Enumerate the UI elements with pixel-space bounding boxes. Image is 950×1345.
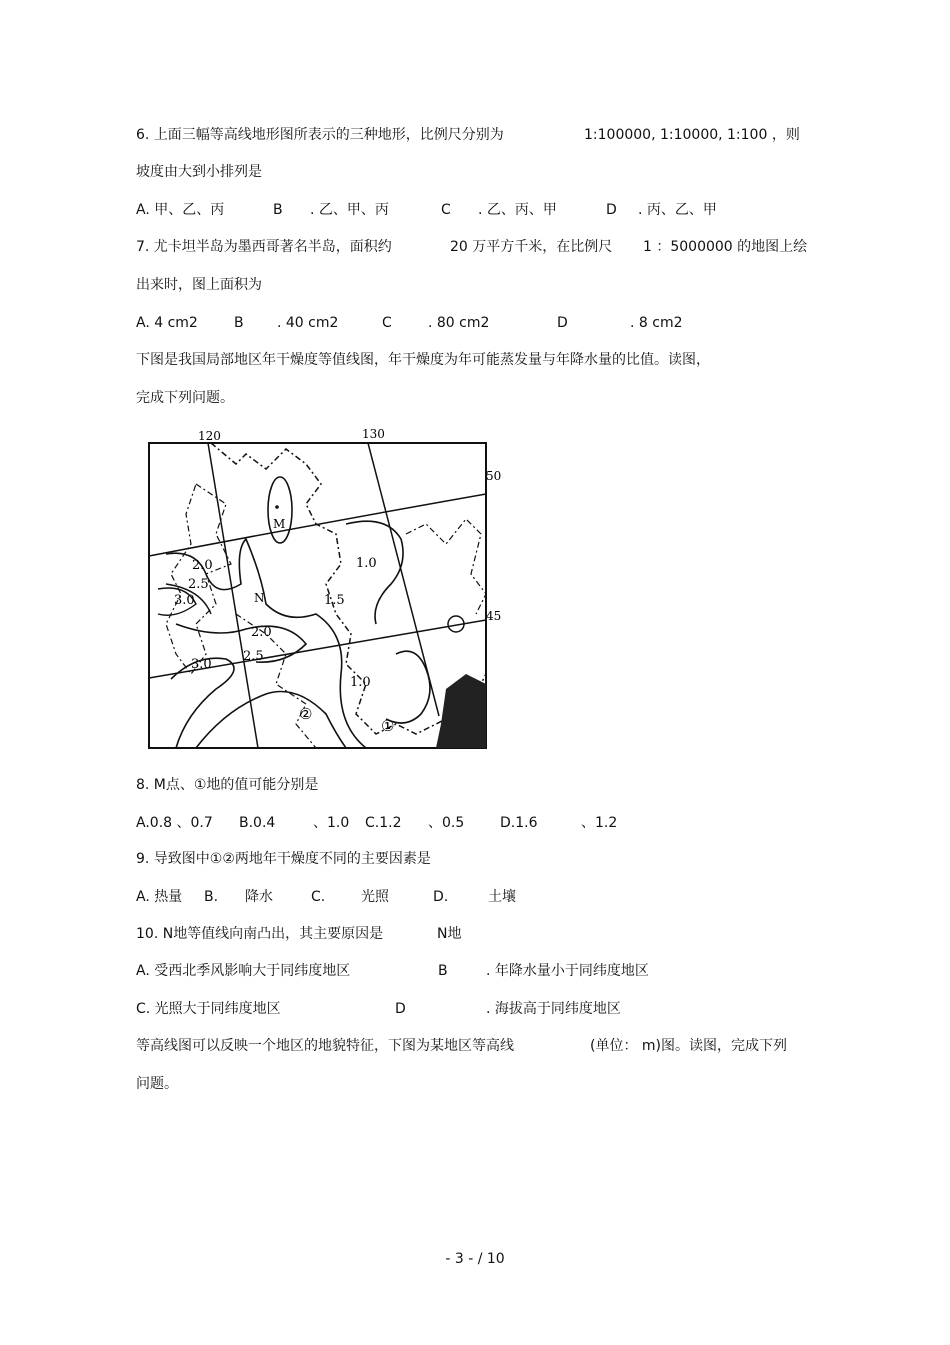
q7-option-b-text: . 40 cm2 [277, 315, 339, 331]
q6-option-c-text: . 乙、丙、甲 [478, 202, 557, 218]
q7-option-c-text: . 80 cm2 [428, 315, 490, 331]
q8-option-d-value: 、1.2 [581, 815, 618, 831]
isoline-label: 2.5 [188, 577, 209, 592]
contour-intro-line1: 等高线图可以反映一个地区的地貌特征，下图为某地区等高线 [136, 1038, 514, 1054]
point-m-label: M [273, 517, 286, 531]
q7-option-d-text: . 8 cm2 [630, 315, 683, 331]
lat-label-45: 45 [486, 609, 502, 623]
q6-option-c-letter: C [441, 202, 451, 218]
q6-scales: 1:100000, 1:10000, 1:100 ，则 [584, 127, 800, 143]
q8-option-b: B.0.4 [239, 815, 276, 831]
q10-stem-n: N地 [437, 926, 462, 942]
q7-option-a: A. 4 cm2 [136, 315, 198, 331]
q7-stem-c: 1 ：5000000 的地图上绘 [643, 239, 808, 255]
isoline-label: 1.5 [324, 593, 345, 608]
q6-stem-line1 [136, 126, 504, 144]
lon-label-130: 130 [362, 427, 385, 441]
q9-stem: 9. 导致图中①②两地年干燥度不同的主要因素是 [136, 851, 431, 867]
q10-option-d-letter: D [395, 1001, 406, 1017]
point-two-label: ② [299, 705, 313, 723]
page-number: - 3 - / 10 [445, 1251, 505, 1267]
q6-option-d-letter: D [606, 202, 617, 218]
map-intro-line2: 完成下列问题。 [136, 390, 234, 406]
q10-option-d-text: . 海拔高于同纬度地区 [486, 1001, 621, 1017]
q10-option-b-letter: B [438, 963, 448, 979]
q7-option-d-letter: D [557, 315, 568, 331]
q8-option-a: A.0.8 、0.7 [136, 815, 213, 831]
q9-option-d-text: 土壤 [488, 889, 516, 905]
lon-label-120: 120 [198, 429, 221, 443]
q8-option-d: D.1.6 [500, 815, 538, 831]
q6-stem-text: 6. 上面三幅等高线地形图所表示的三种地形，比例尺分别为 [136, 127, 504, 143]
q10-option-a: A. 受西北季风影响大于同纬度地区 [136, 963, 351, 979]
contour-intro-line2: 问题。 [136, 1076, 178, 1092]
lat-label-50: 50 [486, 469, 502, 483]
isoline-label: 1.0 [350, 675, 371, 690]
q6-option-b-text: . 乙、甲、丙 [310, 202, 389, 218]
q7-option-c-letter: C [382, 315, 392, 331]
aridity-isoline-map [136, 424, 506, 754]
q7-option-b-letter: B [234, 315, 244, 331]
isoline-label: 2.0 [251, 625, 272, 640]
contour-intro-line1-b: (单位： m)图。读图，完成下列 [590, 1038, 788, 1054]
isoline-label: 1.0 [356, 556, 377, 571]
q10-option-c: C. 光照大于同纬度地区 [136, 1001, 281, 1017]
q6-option-d-text: . 丙、乙、甲 [638, 202, 717, 218]
q10-option-b-text: . 年降水量小于同纬度地区 [486, 963, 649, 979]
q6-option-b-letter: B [273, 202, 283, 218]
q9-option-a: A. 热量 [136, 889, 183, 905]
q6-option-a: A. 甲、乙、丙 [136, 202, 225, 218]
isoline-label: 3.0 [174, 593, 195, 608]
q10-stem: 10. N地等值线向南凸出，其主要原因是 [136, 926, 384, 942]
point-one-label: ① [381, 717, 395, 735]
isoline-label: 3.0 [191, 657, 212, 672]
q8-option-b-value: 、1.0 [313, 815, 350, 831]
point-n-label: N [254, 591, 265, 605]
isoline-label: 2.5 [243, 649, 264, 664]
q9-option-b-text: 降水 [245, 889, 273, 905]
q6-stem-line2: 坡度由大到小排列是 [136, 164, 262, 180]
q7-stem-a: 7. 尤卡坦半岛为墨西哥著名半岛，面积约 [136, 239, 392, 255]
q8-stem: 8. M点、①地的值可能分别是 [136, 777, 319, 793]
q9-option-c: C. [311, 889, 326, 905]
q8-option-c: C.1.2 [365, 815, 402, 831]
q9-option-c-text: 光照 [361, 889, 389, 905]
q7-stem-line2: 出来时，图上面积为 [136, 277, 262, 293]
q8-option-c-value: 、0.5 [428, 815, 465, 831]
q9-option-d: D. [433, 889, 449, 905]
map-intro-line1: 下图是我国局部地区年干燥度等值线图，年干燥度为年可能蒸发量与年降水量的比值。读图， [136, 352, 710, 368]
q7-stem-b: 20 万平方千米，在比例尺 [450, 239, 613, 255]
q9-option-b: B. [204, 889, 219, 905]
isoline-label: 2.0 [192, 558, 213, 573]
